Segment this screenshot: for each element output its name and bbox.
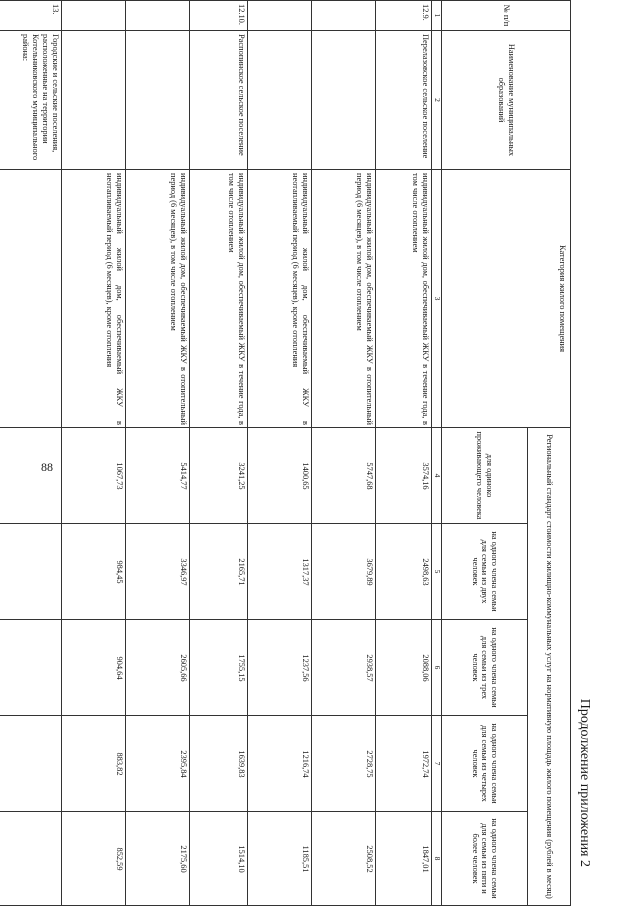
table-row — [0, 1, 62, 906]
standard-value: 1847,01 — [376, 812, 432, 906]
standard-value: 5747,68 — [312, 428, 376, 524]
municipality-name — [248, 31, 312, 170]
standard-value: 2938,57 — [312, 620, 376, 716]
column-numbers-row — [432, 1, 442, 906]
table-row — [126, 1, 190, 906]
standard-value: 2175,60 — [126, 812, 190, 906]
standard-value: 1755,15 — [190, 620, 248, 716]
col-number: 7 — [432, 716, 442, 812]
housing-category — [0, 170, 62, 428]
standard-value: 1639,83 — [190, 716, 248, 812]
standard-value: 1185,51 — [248, 812, 312, 906]
row-number — [62, 1, 126, 31]
col-number: 5 — [432, 524, 442, 620]
col-number: 4 — [432, 428, 442, 524]
municipality-name — [126, 31, 190, 170]
standard-value: 1216,74 — [248, 716, 312, 812]
standard-value: 1067,73 — [62, 428, 126, 524]
standard-value: 2605,66 — [126, 620, 190, 716]
municipality-name: Распопинское сельское поселение — [190, 31, 248, 170]
standard-value: 5414,77 — [126, 428, 190, 524]
standard-value: 883,82 — [62, 716, 126, 812]
row-number: 12.10. — [190, 1, 248, 31]
housing-category: индивидуальный жилой дом, обеспечиваемый ЖКУ в течение года, в том числе отоплением — [376, 170, 432, 428]
housing-category: индивидуальный жилой дом, обеспечиваемый ЖКУ в течение года, в том числе отоплением — [190, 170, 248, 428]
standard-value — [0, 812, 62, 906]
col-number: 8 — [432, 812, 442, 906]
standard-value: 3241,25 — [190, 428, 248, 524]
header-sub-3: на одного члена семьи для семьи из трех человек — [442, 620, 528, 716]
standard-value: 3346,97 — [126, 524, 190, 620]
standard-value — [0, 428, 62, 524]
standard-value: 904,64 — [62, 620, 126, 716]
housing-category: индивидуальный жилой дом, обеспечиваемый ЖКУ в неотапливаемый период (6 месяцев), кроме отопления — [62, 170, 126, 428]
standard-value — [0, 524, 62, 620]
header-sub-5: на одного члена семьи для семьи из пяти и более человек — [442, 812, 528, 906]
municipality-name — [62, 31, 126, 170]
table-row — [248, 1, 312, 906]
standard-value: 1237,56 — [248, 620, 312, 716]
standard-value: 852,59 — [62, 812, 126, 906]
header-name: Наименование муниципальных образований — [442, 31, 571, 170]
continuation-title: Продолжение приложения 2 — [577, 698, 592, 867]
header-sub-4: на одного члена семьи для семьи из четырех человек — [442, 716, 528, 812]
header-standard: Региональный стандарт стоимости жилищно-коммунальных услуг на нормативную площадь жилого помещения (рублей в месяц) — [528, 428, 571, 906]
standard-value: 2728,75 — [312, 716, 376, 812]
standard-value: 984,45 — [62, 524, 126, 620]
row-number — [126, 1, 190, 31]
col-number: 1 — [432, 1, 442, 31]
municipality-name: Перелазовское сельское поселение — [376, 31, 432, 170]
standard-value: 2088,06 — [376, 620, 432, 716]
header-no: № п/п — [442, 1, 571, 31]
standard-value: 1317,37 — [248, 524, 312, 620]
table-body — [0, 1, 432, 906]
table-row — [312, 1, 376, 906]
standard-value: 3679,89 — [312, 524, 376, 620]
row-number — [248, 1, 312, 31]
row-number: 13. — [0, 1, 62, 31]
table-row — [376, 1, 432, 906]
row-number: 12.9. — [376, 1, 432, 31]
housing-category: индивидуальный жилой дом, обеспечиваемый ЖКУ в неотапливаемый период (6 месяцев), кроме отопления — [248, 170, 312, 428]
standard-value: 2165,71 — [190, 524, 248, 620]
standard-value: 2508,52 — [312, 812, 376, 906]
col-number: 6 — [432, 620, 442, 716]
table-row — [190, 1, 248, 906]
standard-value: 2395,84 — [126, 716, 190, 812]
col-number: 3 — [432, 170, 442, 428]
housing-category: индивидуальный жилой дом, обеспечиваемый ЖКУ в отопительный период (6 месяцев), в том числе отоплением — [126, 170, 190, 428]
standard-value: 1400,65 — [248, 428, 312, 524]
municipality-name — [312, 31, 376, 170]
standard-value — [0, 620, 62, 716]
standard-value — [0, 716, 62, 812]
col-number: 2 — [432, 31, 442, 170]
header-sub-2: на одного члена семьи для семьи из двух человек — [442, 524, 528, 620]
municipality-name: Городские и сельские поселения, расположенные на территории Котельниковского муниципального района: — [0, 31, 62, 170]
standard-value: 2498,63 — [376, 524, 432, 620]
header-category: Категория жилого помещения — [442, 170, 571, 428]
header-sub-1: для одиноко проживающего человека — [442, 428, 528, 524]
page-number: 88 — [41, 460, 53, 474]
standard-value: 3574,16 — [376, 428, 432, 524]
row-number — [312, 1, 376, 31]
housing-category: индивидуальный жилой дом, обеспечиваемый ЖКУ в отопительный период (6 месяцев), в том числе отоплением — [312, 170, 376, 428]
table-row — [62, 1, 126, 906]
standard-value: 1972,74 — [376, 716, 432, 812]
standard-value: 1514,10 — [190, 812, 248, 906]
